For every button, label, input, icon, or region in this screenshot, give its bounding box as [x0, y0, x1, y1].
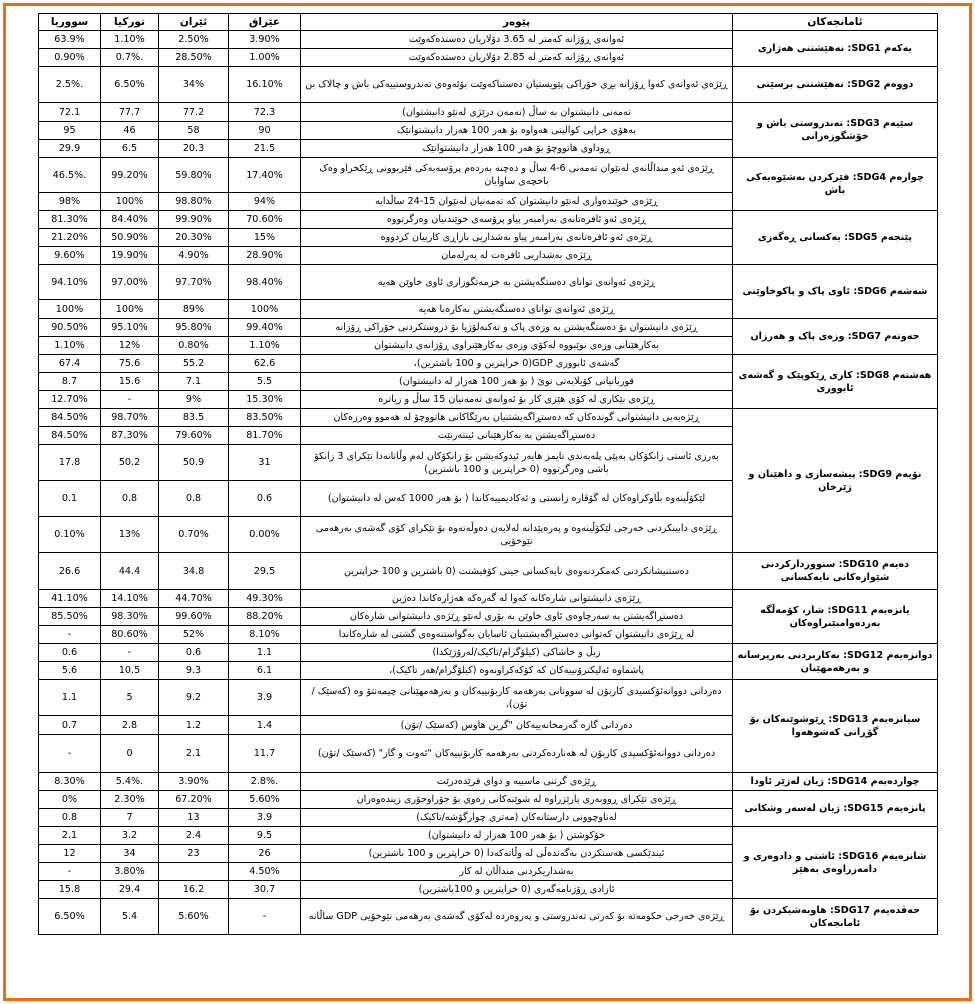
value-cell-iran: 20.30%: [159, 229, 229, 247]
indicator-cell: تەمەنی دانیشتوان بە ساڵ (تەمەن درێژی لەنێو دانیشتوان): [301, 103, 733, 122]
value-cell-syria: 0.6: [39, 644, 101, 662]
table-row: [39, 103, 938, 122]
indicator-cell: ڕێژەی گرتنی ماسییە و دواى فرێدەدرێت: [301, 773, 733, 791]
value-cell-iran: 2.4: [159, 827, 229, 845]
value-cell-iraq: 0.6: [229, 481, 301, 517]
value-cell-syria: 1.10%: [39, 337, 101, 355]
value-cell-iran: 5.60%: [159, 899, 229, 935]
value-cell-iraq: 3.9: [229, 680, 301, 716]
value-cell-syria: -: [39, 626, 101, 644]
indicator-cell: ڕێژەی بێکاری لە کۆی هێزی کار بۆ ئەوانەی تەمەنیان 15 ساڵ و زیاترە: [301, 391, 733, 409]
goal-cell: هەشتەم SDG8: کاری ڕێکوپێک و گەشەی ئابووری: [733, 355, 938, 409]
goal-cell: چوارەم SDG4: فێرکردن بەشێوەیەکی باش: [733, 158, 938, 211]
sdg-comparison-table: [38, 13, 938, 935]
value-cell-iran: 89%: [159, 300, 229, 319]
indicator-cell: ڕێژەی خەرجی حکومەتە بۆ کەرتی تەندروستی و پەروەردە لەکۆی گەشەی بەرهەمی نێوخۆیی GDP ساڵانە: [301, 899, 733, 935]
value-cell-syria: 81.30%: [39, 211, 101, 229]
value-cell-iran: 99.90%: [159, 211, 229, 229]
value-cell-iraq: 8.10%: [229, 626, 301, 644]
table-row: [39, 355, 938, 373]
value-cell-turkey: 98.30%: [101, 608, 159, 626]
indicator-cell: ڕێژەی دانیشتوان بۆ دەستگەیشتن بە وزەی پاک و تەکنەلۆژیا بۆ دروستکردنی خۆراکی ڕۆژانە: [301, 319, 733, 337]
value-cell-iraq: 70.60%: [229, 211, 301, 229]
value-cell-iraq: 15%: [229, 229, 301, 247]
value-cell-turkey: 97.00%: [101, 265, 159, 300]
value-cell-iraq: 17.40%: [229, 158, 301, 193]
value-cell-iraq: 1.10%: [229, 337, 301, 355]
goal-cell: پانزەیەم SDG15: ژیان لەسەر وشکانی: [733, 791, 938, 827]
table-header-row: [39, 14, 938, 31]
value-cell-syria: 15.8: [39, 881, 101, 899]
indicator-cell: ڕێژەی ئەو ئافرەتانەی بەرامبەر پیاو پرۆسەی خوێندنیان وەرگرتووە: [301, 211, 733, 229]
goal-cell: چواردەیەم SDG14: ژیان لەژێر ئاودا: [733, 773, 938, 791]
goal-cell: شەشەم SDG6: ئاوی پاک و پاکوخاوێنی: [733, 265, 938, 319]
header-turkey: تورکیا: [101, 14, 159, 31]
goal-cell: دووەم SDG2: نەهێشتنی برسێتی: [733, 67, 938, 103]
value-cell-iran: 58: [159, 122, 229, 140]
table-row: [39, 773, 938, 791]
goal-cell: پێنجەم SDG5: یەکسانی ڕەگەزی: [733, 211, 938, 265]
value-cell-iraq: 5.60%: [229, 791, 301, 809]
value-cell-turkey: 84.40%: [101, 211, 159, 229]
value-cell-turkey: 3.80%: [101, 863, 159, 881]
table-row: [39, 827, 938, 845]
indicator-cell: ڕێژەی ئەوانەی کەوا ڕۆژانە بڕی خۆراکی پێویستیان دەستناکەوێت بۆئەوەی تەندروستییەکی باش و چالاک بن: [301, 67, 733, 103]
value-cell-iran: 67.20%: [159, 791, 229, 809]
indicator-cell: گەشەی ئابووری GDP(0 خراپترین و 100 باشترین)،: [301, 355, 733, 373]
value-cell-iran: 9%: [159, 391, 229, 409]
value-cell-iraq: 0.00%: [229, 517, 301, 553]
indicator-cell: ڕێژەی ئەو ئافرەتانەی بەرامبەر پیاو بەشداریی بازاڕی کارییان کردووە: [301, 229, 733, 247]
value-cell-iraq: 4.50%: [229, 863, 301, 881]
value-cell-turkey: 50.90%: [101, 229, 159, 247]
value-cell-iran: 1.2: [159, 716, 229, 735]
indicator-cell: بەشداریکردنی منداڵان لە کار: [301, 863, 733, 881]
header-iraq: عێراق: [229, 14, 301, 31]
value-cell-iran: 83.5: [159, 409, 229, 427]
value-cell-iran: 34%: [159, 67, 229, 103]
value-cell-iraq: 72.3: [229, 103, 301, 122]
value-cell-turkey: 98.70%: [101, 409, 159, 427]
indicator-cell: ڕێژەی دابینکردنی خەرجی لێکۆڵینەوە و پەرەپێدانە لەلایەن دەوڵەتەوە بۆ تێکرای کۆی گەشەی بەرهەمی نێوخۆیی: [301, 517, 733, 553]
value-cell-iraq: 2.8%.: [229, 773, 301, 791]
value-cell-turkey: -: [101, 391, 159, 409]
indicator-cell: خۆکوشتن ( بۆ هەر 100 هەزار لە دانیشتوان): [301, 827, 733, 845]
value-cell-iran: 28.50%: [159, 49, 229, 67]
value-cell-turkey: 14.10%: [101, 590, 159, 608]
value-cell-iraq: 100%: [229, 300, 301, 319]
value-cell-iraq: 16.10%: [229, 67, 301, 103]
value-cell-syria: 100%: [39, 300, 101, 319]
value-cell-iraq: 30.7: [229, 881, 301, 899]
value-cell-syria: 67.4: [39, 355, 101, 373]
value-cell-syria: 0.90%: [39, 49, 101, 67]
indicator-cell: لە ڕێژەی دانیشتوان کەتوانی دەستڕاگەیشتنیان ئاسایان بەگواستنەوەی گشتی لە شارەکاندا: [301, 626, 733, 644]
value-cell-syria: 84.50%: [39, 427, 101, 445]
value-cell-syria: 98%: [39, 193, 101, 211]
value-cell-syria: 12.70%: [39, 391, 101, 409]
value-cell-iran: 34.8: [159, 553, 229, 590]
table-row: [39, 644, 938, 662]
value-cell-turkey: 29.4: [101, 881, 159, 899]
value-cell-iran: 95.80%: [159, 319, 229, 337]
value-cell-syria: 1.1: [39, 680, 101, 716]
value-cell-iraq: 15.30%: [229, 391, 301, 409]
value-cell-iraq: 49.30%: [229, 590, 301, 608]
value-cell-turkey: 3.2: [101, 827, 159, 845]
value-cell-iran: 23: [159, 845, 229, 863]
value-cell-syria: 5.6: [39, 662, 101, 680]
value-cell-iran: 0.80%: [159, 337, 229, 355]
value-cell-iran: 7.1: [159, 373, 229, 391]
value-cell-turkey: 12%: [101, 337, 159, 355]
indicator-cell: دەستنیشانکردنی کەمکردنەوەی نایەکسانی جینی کۆفیشنت (0 باشترین و 100 خراپترین: [301, 553, 733, 590]
header-goal: ئامانجەکان: [733, 14, 938, 31]
goal-cell: سێیەم SDG3: تەندروستی باش و خۆشگوزەرانی: [733, 103, 938, 158]
indicator-cell: ڕێژەی خوێندەواری لەنێو دانیشتوان کە تەمەنیان لەنێوان 15-24 ساڵدایە: [301, 193, 733, 211]
value-cell-turkey: 7: [101, 809, 159, 827]
value-cell-iraq: 88.20%: [229, 608, 301, 626]
value-cell-iran: 0.70%: [159, 517, 229, 553]
indicator-cell: پاشماوە ئەلیکترۆنییەکان کە کۆکەکراونەوە (کیلۆگرام/هەر تاکیک)،: [301, 662, 733, 680]
value-cell-syria: 46.5%.: [39, 158, 101, 193]
value-cell-turkey: 46: [101, 122, 159, 140]
value-cell-iraq: 26: [229, 845, 301, 863]
value-cell-iran: 4.90%: [159, 247, 229, 265]
value-cell-iraq: -: [229, 899, 301, 935]
indicator-cell: ڕێژەی ئەو منداڵانەی لەنێوان تەمەنی 6-4 ساڵ و دەچنە بەردەم پرۆسەیەکی فێربوونی ڕێکخراو وەک باخچەی ساوایان: [301, 158, 733, 193]
value-cell-syria: 41.10%: [39, 590, 101, 608]
value-cell-iraq: 1.1: [229, 644, 301, 662]
value-cell-iraq: 3.9: [229, 809, 301, 827]
value-cell-turkey: 77.7: [101, 103, 159, 122]
value-cell-turkey: 2.30%: [101, 791, 159, 809]
value-cell-iraq: 94%: [229, 193, 301, 211]
value-cell-syria: 63.9%: [39, 31, 101, 49]
value-cell-syria: 8.7: [39, 373, 101, 391]
value-cell-iraq: 98.40%: [229, 265, 301, 300]
indicator-cell: ئەوانەی ڕۆژانە کەمتر لە 2.85 دۆلاریان دەستدەکەوێت: [301, 49, 733, 67]
value-cell-turkey: 5.4: [101, 899, 159, 935]
value-cell-turkey: 87.30%: [101, 427, 159, 445]
indicator-cell: ڕێژەی ئەوانەی توانای دەستگەیشتن بە خزمەتگوزاری ئاوی خاوێن هەیە: [301, 265, 733, 300]
value-cell-turkey: 50.2: [101, 445, 159, 481]
value-cell-syria: 0.8: [39, 809, 101, 827]
value-cell-turkey: 6.5: [101, 140, 159, 158]
value-cell-syria: 84.50%: [39, 409, 101, 427]
indicator-cell: ڕوداوی هاتووچۆ بۆ هەر 100 هەزار دانیشتوانێک: [301, 140, 733, 158]
value-cell-turkey: 13%: [101, 517, 159, 553]
goal-cell: یەکەم SDG1: نەهێشتنی هەژاری: [733, 31, 938, 67]
value-cell-syria: 6.50%: [39, 899, 101, 935]
value-cell-turkey: 2.8: [101, 716, 159, 735]
value-cell-iraq: 31: [229, 445, 301, 481]
value-cell-turkey: 99.20%: [101, 158, 159, 193]
value-cell-syria: 2.5%.: [39, 67, 101, 103]
goal-cell: شانزەیەم SDG16: ئاشتی و دادوەری و دامەزراوەی بەهێز: [733, 827, 938, 899]
indicator-cell: دەردانی گازە گەرمخانەییەکان "گرین هاوس (کەسێک /تۆن): [301, 716, 733, 735]
indicator-cell: ڕێژەی بەشداریی ئافرەت لە پەرلەمان: [301, 247, 733, 265]
value-cell-turkey: 100%: [101, 193, 159, 211]
value-cell-syria: 8.30%: [39, 773, 101, 791]
indicator-cell: دەردانی دووانەئۆکسیدی کاربۆن لە سووتانی بەرهەمە کاربۆنییەکان و بەرهەمهێنانی چیمەنتۆ وە (کەسێک /تۆن)،: [301, 680, 733, 716]
value-cell-syria: 0.7: [39, 716, 101, 735]
indicator-cell: ئازادی ڕۆژنامەگەری (0 خراپترین و 100باشترین): [301, 881, 733, 899]
value-cell-syria: 17.8: [39, 445, 101, 481]
value-cell-turkey: -: [101, 644, 159, 662]
indicator-cell: لێکۆڵینەوە بڵاوکراوەکان لە گۆڤارە زانستی و ئەکادیمییەکاندا ( بۆ هەر 1000 کەس لە دانیشتوان): [301, 481, 733, 517]
value-cell-turkey: 5: [101, 680, 159, 716]
value-cell-iran: 3.90%: [159, 773, 229, 791]
value-cell-syria: 95: [39, 122, 101, 140]
value-cell-turkey: 1.10%: [101, 31, 159, 49]
table-row: [39, 409, 938, 427]
value-cell-iran: 50.9: [159, 445, 229, 481]
value-cell-turkey: 0.7%.: [101, 49, 159, 67]
value-cell-iran: 79.60%: [159, 427, 229, 445]
value-cell-iraq: 1.00%: [229, 49, 301, 67]
table-row: [39, 791, 938, 809]
value-cell-iran: [159, 863, 229, 881]
value-cell-iran: 55.2: [159, 355, 229, 373]
table-row: [39, 211, 938, 229]
goal-cell: سیانزەیەم SDG13: ڕێوشوێنەکان بۆ گۆڕانی کەشوهەوا: [733, 680, 938, 773]
value-cell-iran: 13: [159, 809, 229, 827]
indicator-cell: زبڵ و خاشاکی (کیلۆگرام/تاکیک/لەرۆژێکدا): [301, 644, 733, 662]
value-cell-syria: 21.20%: [39, 229, 101, 247]
value-cell-turkey: 34: [101, 845, 159, 863]
value-cell-iraq: 28.90%: [229, 247, 301, 265]
value-cell-iraq: 3.90%: [229, 31, 301, 49]
table-body: [39, 31, 938, 935]
value-cell-syria: 29.9: [39, 140, 101, 158]
value-cell-iraq: 6.1: [229, 662, 301, 680]
header-indicator: پێوەر: [301, 14, 733, 31]
value-cell-iran: 9.3: [159, 662, 229, 680]
value-cell-syria: 85.50%: [39, 608, 101, 626]
value-cell-iraq: 1.4: [229, 716, 301, 735]
value-cell-iran: 98.80%: [159, 193, 229, 211]
value-cell-syria: 0%: [39, 791, 101, 809]
indicator-cell: بەکارهێنانی وزەی نوێبووە لەکۆی وزەی بەکارهێنراوی ڕۆژانەی دانیشتوان: [301, 337, 733, 355]
table-row: [39, 67, 938, 103]
indicator-cell: قوربانیانی کۆیلایەتی نوێ ( بۆ هەر 100 هەزار لە دانیشتوان): [301, 373, 733, 391]
value-cell-syria: 0.1: [39, 481, 101, 517]
goal-cell: نۆیەم SDG9: پیشەسازی و داهێنان و ژێرخان: [733, 409, 938, 553]
value-cell-iran: 52%: [159, 626, 229, 644]
indicator-cell: دەستڕاگەیشتن بە بەکارهێنانی ئینتەرنێت: [301, 427, 733, 445]
value-cell-turkey: 19.90%: [101, 247, 159, 265]
value-cell-iran: 77.2: [159, 103, 229, 122]
value-cell-turkey: 0: [101, 735, 159, 773]
value-cell-syria: 9.60%: [39, 247, 101, 265]
value-cell-iraq: 99.40%: [229, 319, 301, 337]
indicator-cell: بەهۆی خراپی کوالیتی هەواوە بۆ هەر 100 هەزار دانیشتوانێک: [301, 122, 733, 140]
indicator-cell: ئەوانەی ڕۆژانە کەمتر لە 3.65 دۆلاریان دەستدەکەوێت: [301, 31, 733, 49]
header-syria: سووریا: [39, 14, 101, 31]
value-cell-syria: 26.6: [39, 553, 101, 590]
indicator-cell: دەستڕاگەیشتن بە سەرچاوەی ئاوی خاوێن بە بۆری لەنێو ڕێژەی دانیشتوانی شارەکان: [301, 608, 733, 626]
value-cell-turkey: 44.4: [101, 553, 159, 590]
value-cell-syria: 2.1: [39, 827, 101, 845]
indicator-cell: بەرزی ئاستی زانکۆکان بەپێی پلەبەندی تایمز هایەر ئیدوکەیشن بۆ زانکۆکان لەم وڵاتانەدا تێکرای 3 زانکۆ باشی وەرگرتووە (0 خراپترین و 100 باشترین): [301, 445, 733, 481]
table-row: [39, 590, 938, 608]
indicator-cell: دەردانی دووانەئۆکسیدی کاربۆن لە هەناردەکردنی بەرهەمە کاربۆنییەکان "ئەوت و گاز" (کەسێک /تۆن): [301, 735, 733, 773]
table-row: [39, 553, 938, 590]
value-cell-turkey: 10.5: [101, 662, 159, 680]
indicator-cell: لەناوچوونی دارستانەکان (مەتری چوارگۆشە/تاکیک): [301, 809, 733, 827]
value-cell-syria: 0.10%: [39, 517, 101, 553]
indicator-cell: ئیندێکسی هەستکردن بەگەندەڵی لە وڵاتەکەدا (0 خراپترین و 100 باشترین): [301, 845, 733, 863]
value-cell-iran: 9.2: [159, 680, 229, 716]
table-row: [39, 319, 938, 337]
value-cell-turkey: 80.60%: [101, 626, 159, 644]
value-cell-iran: 2.50%: [159, 31, 229, 49]
value-cell-iran: 16.2: [159, 881, 229, 899]
indicator-cell: ڕێژەی تێکرای ڕووبەری پارێزراوە لە شوێنەکانی زەوی بۆ جۆراوجۆری زیندەوەران: [301, 791, 733, 809]
table-row: [39, 680, 938, 716]
value-cell-iraq: 90: [229, 122, 301, 140]
value-cell-turkey: 0.8: [101, 481, 159, 517]
value-cell-iraq: 9.5: [229, 827, 301, 845]
goal-cell: دوانزەیەم SDG12: بەکاربردنی بەرپرسانە و بەرهەمهێنان: [733, 644, 938, 680]
table-row: [39, 158, 938, 193]
goal-cell: دەیەم SDG10: سنووردارکردنی شێوازەکانی نایەکسانی: [733, 553, 938, 590]
indicator-cell: ڕێژەی ئەوانەی توانای دەستگەیشتن بەکارەبا هەیە: [301, 300, 733, 319]
value-cell-syria: 94.10%: [39, 265, 101, 300]
value-cell-turkey: 75.6: [101, 355, 159, 373]
value-cell-iraq: 11.7: [229, 735, 301, 773]
goal-cell: حەوتەم SDG7: وزەی پاک و هەرزان: [733, 319, 938, 355]
value-cell-turkey: 100%: [101, 300, 159, 319]
table-row: [39, 31, 938, 49]
value-cell-turkey: 5.4%.: [101, 773, 159, 791]
value-cell-iran: 0.6: [159, 644, 229, 662]
goal-cell: حەڤدەیەم SDG17: هاوبەشیکردن بۆ ئامانجەکان: [733, 899, 938, 935]
value-cell-syria: -: [39, 735, 101, 773]
value-cell-turkey: 95.10%: [101, 319, 159, 337]
indicator-cell: ڕێژەیەیی دانیشتوانی گوندەکان کە دەستڕاگەیشتنیان بەرێگاکانی هاتووچۆ لە هەموو وەرزەکان: [301, 409, 733, 427]
value-cell-iran: 97.70%: [159, 265, 229, 300]
value-cell-iran: 59.80%: [159, 158, 229, 193]
value-cell-iraq: 81.70%: [229, 427, 301, 445]
value-cell-iraq: 62.6: [229, 355, 301, 373]
value-cell-iraq: 21.5: [229, 140, 301, 158]
value-cell-iran: 20.3: [159, 140, 229, 158]
value-cell-turkey: 15.6: [101, 373, 159, 391]
table-row: [39, 265, 938, 300]
value-cell-iraq: 83.50%: [229, 409, 301, 427]
value-cell-syria: -: [39, 863, 101, 881]
indicator-cell: ڕێژەی دانیشتوانی شارەکانە کەوا لە گەرەکە هەژارەکاندا دەژین: [301, 590, 733, 608]
value-cell-iraq: 29.5: [229, 553, 301, 590]
goal-cell: یانزەیەم SDG11: شار، کۆمەڵگە بەردەوامبێنراوەکان: [733, 590, 938, 644]
value-cell-turkey: 6.50%: [101, 67, 159, 103]
value-cell-iran: 99.60%: [159, 608, 229, 626]
value-cell-syria: 12: [39, 845, 101, 863]
value-cell-iran: 2.1: [159, 735, 229, 773]
value-cell-iran: 0.8: [159, 481, 229, 517]
value-cell-iraq: 5.5: [229, 373, 301, 391]
value-cell-iran: 44.70%: [159, 590, 229, 608]
header-iran: ئێران: [159, 14, 229, 31]
value-cell-syria: 72.1: [39, 103, 101, 122]
value-cell-syria: 90.50%: [39, 319, 101, 337]
table-row: [39, 899, 938, 935]
